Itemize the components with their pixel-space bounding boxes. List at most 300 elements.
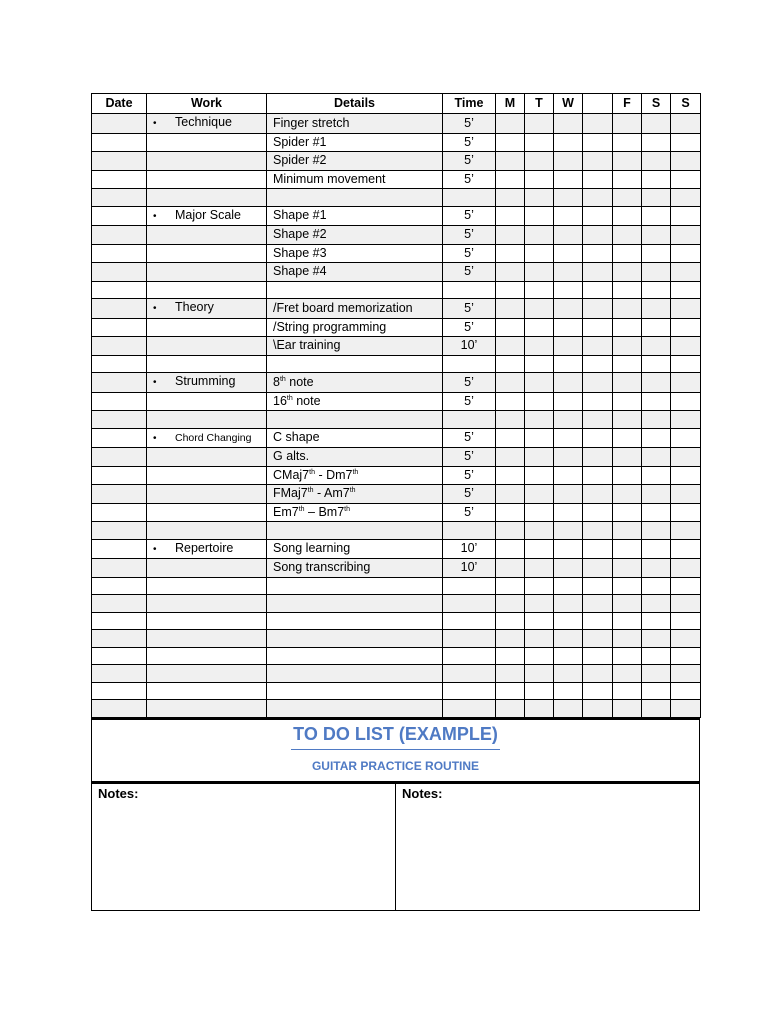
day-check-cell[interactable] <box>671 485 701 504</box>
day-check-cell[interactable] <box>525 244 554 263</box>
day-check-cell[interactable] <box>554 170 583 189</box>
day-check-cell[interactable] <box>496 595 525 613</box>
time-cell[interactable] <box>443 700 496 718</box>
work-cell[interactable] <box>147 539 267 559</box>
time-cell[interactable] <box>443 503 496 522</box>
day-check-cell[interactable] <box>583 206 613 226</box>
day-check-cell[interactable] <box>671 448 701 467</box>
details-cell[interactable] <box>267 373 443 393</box>
time-cell[interactable] <box>443 133 496 152</box>
day-check-cell[interactable] <box>525 700 554 718</box>
details-cell[interactable] <box>267 244 443 263</box>
day-check-cell[interactable] <box>496 355 525 373</box>
day-check-cell[interactable] <box>554 485 583 504</box>
time-cell[interactable] <box>443 114 496 134</box>
day-check-cell[interactable] <box>583 411 613 429</box>
day-check-cell[interactable] <box>642 373 671 393</box>
day-check-cell[interactable] <box>642 263 671 282</box>
day-check-cell[interactable] <box>496 392 525 411</box>
date-cell[interactable] <box>92 226 147 245</box>
day-check-cell[interactable] <box>583 485 613 504</box>
details-cell[interactable] <box>267 630 443 648</box>
day-check-cell[interactable] <box>613 682 642 700</box>
details-cell[interactable] <box>267 206 443 226</box>
day-check-cell[interactable] <box>671 700 701 718</box>
day-check-cell[interactable] <box>554 226 583 245</box>
day-check-cell[interactable] <box>496 170 525 189</box>
day-check-cell[interactable] <box>671 281 701 299</box>
date-cell[interactable] <box>92 522 147 540</box>
day-check-cell[interactable] <box>613 630 642 648</box>
day-check-cell[interactable] <box>613 612 642 630</box>
day-check-cell[interactable] <box>496 700 525 718</box>
date-cell[interactable] <box>92 355 147 373</box>
day-check-cell[interactable] <box>525 152 554 171</box>
details-cell[interactable] <box>267 428 443 448</box>
day-check-cell[interactable] <box>583 665 613 683</box>
day-check-cell[interactable] <box>642 577 671 595</box>
day-check-cell[interactable] <box>613 226 642 245</box>
work-cell[interactable] <box>147 244 267 263</box>
date-cell[interactable] <box>92 299 147 319</box>
time-cell[interactable] <box>443 189 496 207</box>
day-check-cell[interactable] <box>554 373 583 393</box>
details-cell[interactable] <box>267 114 443 134</box>
details-cell[interactable] <box>267 299 443 319</box>
date-cell[interactable] <box>92 337 147 356</box>
day-check-cell[interactable] <box>613 411 642 429</box>
work-cell[interactable] <box>147 411 267 429</box>
day-check-cell[interactable] <box>671 152 701 171</box>
day-check-cell[interactable] <box>613 133 642 152</box>
time-cell[interactable] <box>443 337 496 356</box>
day-check-cell[interactable] <box>583 133 613 152</box>
work-cell[interactable] <box>147 700 267 718</box>
date-cell[interactable] <box>92 428 147 448</box>
time-cell[interactable] <box>443 665 496 683</box>
day-check-cell[interactable] <box>671 665 701 683</box>
day-check-cell[interactable] <box>642 226 671 245</box>
time-cell[interactable] <box>443 206 496 226</box>
day-check-cell[interactable] <box>554 152 583 171</box>
day-check-cell[interactable] <box>496 133 525 152</box>
day-check-cell[interactable] <box>525 337 554 356</box>
day-check-cell[interactable] <box>613 392 642 411</box>
day-check-cell[interactable] <box>496 612 525 630</box>
day-check-cell[interactable] <box>525 539 554 559</box>
day-check-cell[interactable] <box>613 577 642 595</box>
day-check-cell[interactable] <box>642 189 671 207</box>
day-check-cell[interactable] <box>525 665 554 683</box>
day-check-cell[interactable] <box>554 189 583 207</box>
day-check-cell[interactable] <box>525 466 554 485</box>
day-check-cell[interactable] <box>554 630 583 648</box>
day-check-cell[interactable] <box>554 577 583 595</box>
day-check-cell[interactable] <box>554 244 583 263</box>
day-check-cell[interactable] <box>642 318 671 337</box>
day-check-cell[interactable] <box>613 373 642 393</box>
time-cell[interactable] <box>443 411 496 429</box>
day-check-cell[interactable] <box>525 189 554 207</box>
day-check-cell[interactable] <box>642 700 671 718</box>
details-cell[interactable] <box>267 559 443 578</box>
day-check-cell[interactable] <box>671 630 701 648</box>
day-check-cell[interactable] <box>642 559 671 578</box>
work-cell[interactable] <box>147 485 267 504</box>
notes-panel-left[interactable] <box>92 784 395 910</box>
date-cell[interactable] <box>92 392 147 411</box>
day-check-cell[interactable] <box>583 647 613 665</box>
work-cell[interactable] <box>147 630 267 648</box>
day-check-cell[interactable] <box>583 466 613 485</box>
day-check-cell[interactable] <box>496 337 525 356</box>
work-cell[interactable] <box>147 263 267 282</box>
day-check-cell[interactable] <box>613 539 642 559</box>
day-check-cell[interactable] <box>613 206 642 226</box>
day-check-cell[interactable] <box>613 170 642 189</box>
details-cell[interactable] <box>267 665 443 683</box>
day-check-cell[interactable] <box>554 539 583 559</box>
day-check-cell[interactable] <box>613 448 642 467</box>
time-cell[interactable] <box>443 682 496 700</box>
day-check-cell[interactable] <box>671 411 701 429</box>
day-check-cell[interactable] <box>613 337 642 356</box>
day-check-cell[interactable] <box>496 503 525 522</box>
time-cell[interactable] <box>443 244 496 263</box>
work-cell[interactable] <box>147 114 267 134</box>
details-cell[interactable] <box>267 539 443 559</box>
day-check-cell[interactable] <box>583 299 613 319</box>
day-check-cell[interactable] <box>642 539 671 559</box>
day-check-cell[interactable] <box>642 299 671 319</box>
work-cell[interactable] <box>147 189 267 207</box>
day-check-cell[interactable] <box>671 355 701 373</box>
day-check-cell[interactable] <box>496 682 525 700</box>
details-cell[interactable] <box>267 152 443 171</box>
work-cell[interactable] <box>147 337 267 356</box>
day-check-cell[interactable] <box>496 665 525 683</box>
day-check-cell[interactable] <box>671 595 701 613</box>
day-check-cell[interactable] <box>554 206 583 226</box>
day-check-cell[interactable] <box>642 170 671 189</box>
day-check-cell[interactable] <box>496 630 525 648</box>
time-cell[interactable] <box>443 595 496 613</box>
work-cell[interactable] <box>147 392 267 411</box>
date-cell[interactable] <box>92 152 147 171</box>
day-check-cell[interactable] <box>525 595 554 613</box>
day-check-cell[interactable] <box>525 206 554 226</box>
time-cell[interactable] <box>443 263 496 282</box>
work-cell[interactable] <box>147 299 267 319</box>
day-check-cell[interactable] <box>583 539 613 559</box>
date-cell[interactable] <box>92 281 147 299</box>
day-check-cell[interactable] <box>671 189 701 207</box>
day-check-cell[interactable] <box>554 318 583 337</box>
day-check-cell[interactable] <box>671 318 701 337</box>
notes-panel-right[interactable] <box>395 784 699 910</box>
day-check-cell[interactable] <box>583 392 613 411</box>
day-check-cell[interactable] <box>496 577 525 595</box>
day-check-cell[interactable] <box>671 577 701 595</box>
work-cell[interactable] <box>147 373 267 393</box>
day-check-cell[interactable] <box>613 263 642 282</box>
day-check-cell[interactable] <box>554 612 583 630</box>
details-cell[interactable] <box>267 263 443 282</box>
day-check-cell[interactable] <box>583 318 613 337</box>
day-check-cell[interactable] <box>642 485 671 504</box>
date-cell[interactable] <box>92 448 147 467</box>
day-check-cell[interactable] <box>642 392 671 411</box>
date-cell[interactable] <box>92 700 147 718</box>
work-cell[interactable] <box>147 665 267 683</box>
day-check-cell[interactable] <box>613 559 642 578</box>
day-check-cell[interactable] <box>525 428 554 448</box>
day-check-cell[interactable] <box>496 522 525 540</box>
day-check-cell[interactable] <box>554 411 583 429</box>
time-cell[interactable] <box>443 152 496 171</box>
day-check-cell[interactable] <box>525 485 554 504</box>
time-cell[interactable] <box>443 539 496 559</box>
time-cell[interactable] <box>443 318 496 337</box>
day-check-cell[interactable] <box>583 337 613 356</box>
day-check-cell[interactable] <box>496 114 525 134</box>
day-check-cell[interactable] <box>583 428 613 448</box>
day-check-cell[interactable] <box>554 559 583 578</box>
work-cell[interactable] <box>147 466 267 485</box>
work-cell[interactable] <box>147 318 267 337</box>
time-cell[interactable] <box>443 485 496 504</box>
day-check-cell[interactable] <box>671 263 701 282</box>
work-cell[interactable] <box>147 170 267 189</box>
details-cell[interactable] <box>267 612 443 630</box>
day-check-cell[interactable] <box>554 682 583 700</box>
time-cell[interactable] <box>443 355 496 373</box>
day-check-cell[interactable] <box>525 559 554 578</box>
day-check-cell[interactable] <box>554 595 583 613</box>
day-check-cell[interactable] <box>525 411 554 429</box>
day-check-cell[interactable] <box>554 133 583 152</box>
details-cell[interactable] <box>267 392 443 411</box>
date-cell[interactable] <box>92 189 147 207</box>
details-cell[interactable] <box>267 189 443 207</box>
day-check-cell[interactable] <box>525 226 554 245</box>
time-cell[interactable] <box>443 647 496 665</box>
day-check-cell[interactable] <box>671 226 701 245</box>
date-cell[interactable] <box>92 539 147 559</box>
details-cell[interactable] <box>267 226 443 245</box>
day-check-cell[interactable] <box>613 522 642 540</box>
day-check-cell[interactable] <box>583 559 613 578</box>
day-check-cell[interactable] <box>583 244 613 263</box>
work-cell[interactable] <box>147 612 267 630</box>
day-check-cell[interactable] <box>554 665 583 683</box>
day-check-cell[interactable] <box>583 612 613 630</box>
day-check-cell[interactable] <box>642 522 671 540</box>
day-check-cell[interactable] <box>671 503 701 522</box>
details-cell[interactable] <box>267 485 443 504</box>
day-check-cell[interactable] <box>525 630 554 648</box>
date-cell[interactable] <box>92 170 147 189</box>
day-check-cell[interactable] <box>554 428 583 448</box>
day-check-cell[interactable] <box>671 522 701 540</box>
work-cell[interactable] <box>147 355 267 373</box>
date-cell[interactable] <box>92 373 147 393</box>
day-check-cell[interactable] <box>583 189 613 207</box>
day-check-cell[interactable] <box>554 466 583 485</box>
day-check-cell[interactable] <box>496 152 525 171</box>
day-check-cell[interactable] <box>554 700 583 718</box>
day-check-cell[interactable] <box>496 281 525 299</box>
day-check-cell[interactable] <box>496 206 525 226</box>
time-cell[interactable] <box>443 612 496 630</box>
work-cell[interactable] <box>147 682 267 700</box>
date-cell[interactable] <box>92 206 147 226</box>
time-cell[interactable] <box>443 577 496 595</box>
day-check-cell[interactable] <box>496 226 525 245</box>
details-cell[interactable] <box>267 647 443 665</box>
details-cell[interactable] <box>267 281 443 299</box>
time-cell[interactable] <box>443 226 496 245</box>
day-check-cell[interactable] <box>583 595 613 613</box>
date-cell[interactable] <box>92 595 147 613</box>
day-check-cell[interactable] <box>525 612 554 630</box>
day-check-cell[interactable] <box>496 189 525 207</box>
day-check-cell[interactable] <box>496 647 525 665</box>
date-cell[interactable] <box>92 682 147 700</box>
day-check-cell[interactable] <box>583 281 613 299</box>
day-check-cell[interactable] <box>525 318 554 337</box>
day-check-cell[interactable] <box>642 152 671 171</box>
date-cell[interactable] <box>92 411 147 429</box>
date-cell[interactable] <box>92 630 147 648</box>
day-check-cell[interactable] <box>671 466 701 485</box>
work-cell[interactable] <box>147 647 267 665</box>
details-cell[interactable] <box>267 318 443 337</box>
day-check-cell[interactable] <box>642 647 671 665</box>
day-check-cell[interactable] <box>613 700 642 718</box>
date-cell[interactable] <box>92 647 147 665</box>
day-check-cell[interactable] <box>613 503 642 522</box>
day-check-cell[interactable] <box>583 152 613 171</box>
day-check-cell[interactable] <box>525 373 554 393</box>
date-cell[interactable] <box>92 318 147 337</box>
day-check-cell[interactable] <box>525 170 554 189</box>
day-check-cell[interactable] <box>613 244 642 263</box>
time-cell[interactable] <box>443 299 496 319</box>
day-check-cell[interactable] <box>583 226 613 245</box>
day-check-cell[interactable] <box>613 189 642 207</box>
details-cell[interactable] <box>267 355 443 373</box>
day-check-cell[interactable] <box>671 337 701 356</box>
date-cell[interactable] <box>92 263 147 282</box>
day-check-cell[interactable] <box>496 539 525 559</box>
time-cell[interactable] <box>443 630 496 648</box>
day-check-cell[interactable] <box>496 466 525 485</box>
work-cell[interactable] <box>147 559 267 578</box>
time-cell[interactable] <box>443 428 496 448</box>
day-check-cell[interactable] <box>496 263 525 282</box>
day-check-cell[interactable] <box>525 114 554 134</box>
time-cell[interactable] <box>443 373 496 393</box>
day-check-cell[interactable] <box>496 559 525 578</box>
day-check-cell[interactable] <box>642 466 671 485</box>
details-cell[interactable] <box>267 682 443 700</box>
date-cell[interactable] <box>92 503 147 522</box>
day-check-cell[interactable] <box>613 485 642 504</box>
day-check-cell[interactable] <box>525 448 554 467</box>
day-check-cell[interactable] <box>642 355 671 373</box>
day-check-cell[interactable] <box>642 448 671 467</box>
day-check-cell[interactable] <box>554 263 583 282</box>
day-check-cell[interactable] <box>642 133 671 152</box>
day-check-cell[interactable] <box>583 114 613 134</box>
day-check-cell[interactable] <box>613 152 642 171</box>
day-check-cell[interactable] <box>496 318 525 337</box>
date-cell[interactable] <box>92 466 147 485</box>
day-check-cell[interactable] <box>583 263 613 282</box>
day-check-cell[interactable] <box>642 682 671 700</box>
day-check-cell[interactable] <box>525 577 554 595</box>
day-check-cell[interactable] <box>613 647 642 665</box>
day-check-cell[interactable] <box>496 448 525 467</box>
day-check-cell[interactable] <box>583 630 613 648</box>
day-check-cell[interactable] <box>554 647 583 665</box>
day-check-cell[interactable] <box>613 355 642 373</box>
day-check-cell[interactable] <box>496 411 525 429</box>
work-cell[interactable] <box>147 595 267 613</box>
day-check-cell[interactable] <box>642 665 671 683</box>
time-cell[interactable] <box>443 559 496 578</box>
day-check-cell[interactable] <box>671 428 701 448</box>
day-check-cell[interactable] <box>671 392 701 411</box>
day-check-cell[interactable] <box>583 170 613 189</box>
date-cell[interactable] <box>92 612 147 630</box>
day-check-cell[interactable] <box>642 503 671 522</box>
day-check-cell[interactable] <box>671 244 701 263</box>
work-cell[interactable] <box>147 448 267 467</box>
day-check-cell[interactable] <box>642 244 671 263</box>
day-check-cell[interactable] <box>583 682 613 700</box>
day-check-cell[interactable] <box>613 595 642 613</box>
day-check-cell[interactable] <box>554 337 583 356</box>
day-check-cell[interactable] <box>642 206 671 226</box>
work-cell[interactable] <box>147 577 267 595</box>
day-check-cell[interactable] <box>671 647 701 665</box>
day-check-cell[interactable] <box>642 114 671 134</box>
time-cell[interactable] <box>443 448 496 467</box>
day-check-cell[interactable] <box>671 299 701 319</box>
day-check-cell[interactable] <box>496 373 525 393</box>
work-cell[interactable] <box>147 133 267 152</box>
day-check-cell[interactable] <box>496 428 525 448</box>
day-check-cell[interactable] <box>525 647 554 665</box>
day-check-cell[interactable] <box>525 355 554 373</box>
details-cell[interactable] <box>267 503 443 522</box>
day-check-cell[interactable] <box>642 281 671 299</box>
day-check-cell[interactable] <box>671 170 701 189</box>
day-check-cell[interactable] <box>613 428 642 448</box>
day-check-cell[interactable] <box>583 577 613 595</box>
day-check-cell[interactable] <box>583 448 613 467</box>
day-check-cell[interactable] <box>583 522 613 540</box>
work-cell[interactable] <box>147 428 267 448</box>
day-check-cell[interactable] <box>525 263 554 282</box>
day-check-cell[interactable] <box>642 612 671 630</box>
work-cell[interactable] <box>147 206 267 226</box>
details-cell[interactable] <box>267 170 443 189</box>
day-check-cell[interactable] <box>671 682 701 700</box>
day-check-cell[interactable] <box>671 539 701 559</box>
